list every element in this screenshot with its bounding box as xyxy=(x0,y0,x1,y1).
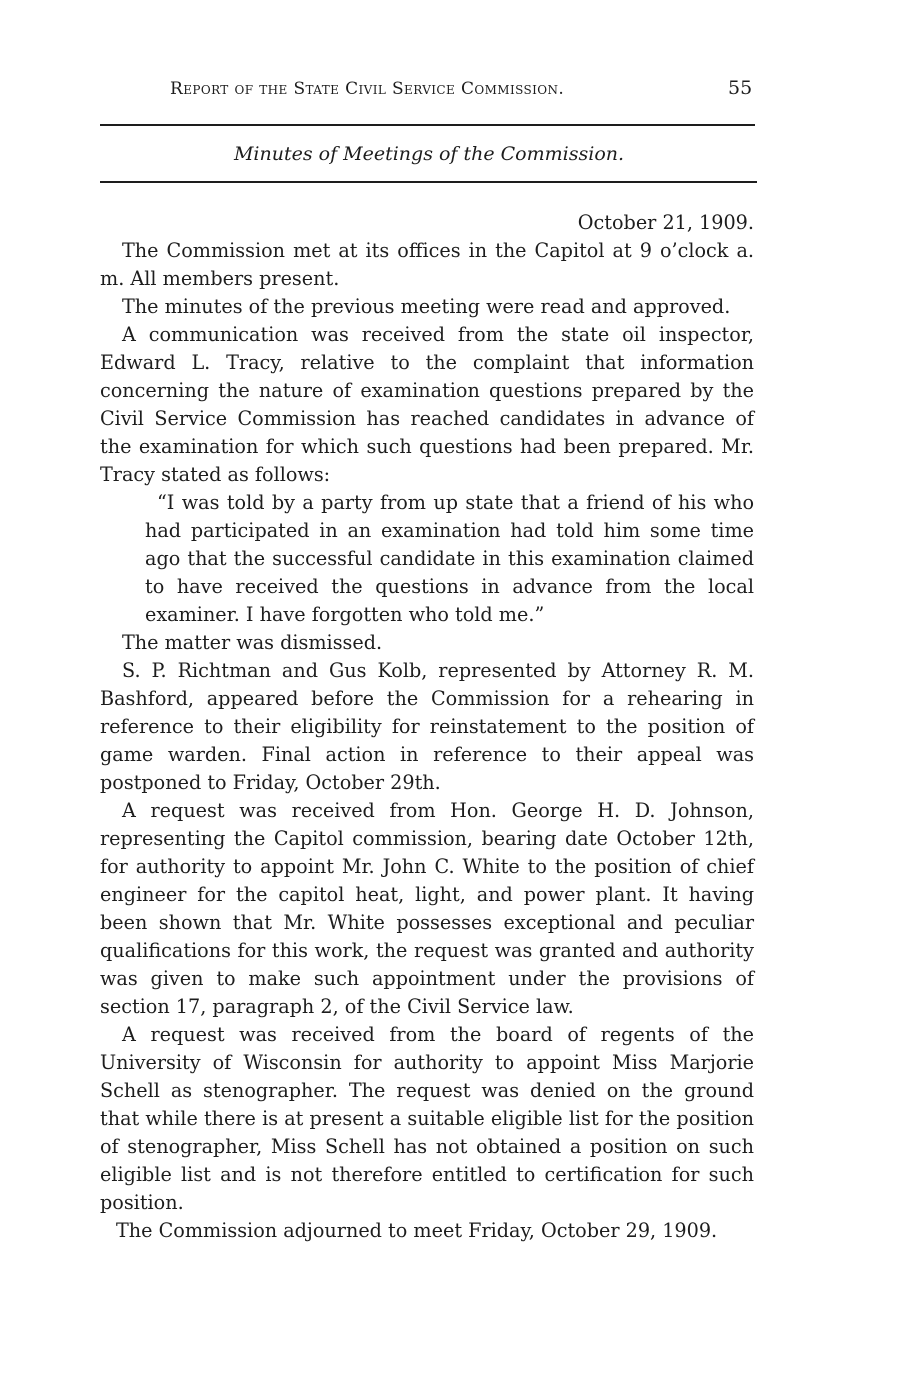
paragraph-richtman-kolb: S. P. Richtman and Gus Kolb, represented by Attorney R. M. Bashford, appeared before the Commission for a rehearing in reference to their eligibility for reinstatement to the position of game warden. Final action in reference to their appeal was postponed to Friday, October 29th. xyxy=(100,659,754,794)
running-head: Report of the State Civil Service Commission. xyxy=(170,79,565,99)
paragraph-regents-request: A request was received from the board of regents of the University of Wisconsin for authority to appoint Miss Marjorie Schell as stenographer. The request was denied on the ground that while there is at present a suitable eligible list for the position of stenographer, Miss Schell has not obtained a position on such eligible list and is not therefore entitled to certification for such position. xyxy=(100,1023,754,1214)
bottom-rule xyxy=(100,181,757,183)
paragraph-tracy-communication: A communication was received from the state oil inspector, Edward L. Tracy, relative to the complaint that information concerning the nature of examination questions prepared by the Civil Service Commission has reached candidates in advance of the examination for which such questions had been prepared. Mr. Tracy stated as follows: xyxy=(100,323,754,486)
paragraph-meeting-opened: The Commission met at its offices in the Capitol at 9 o’clock a. m. All members present. xyxy=(100,239,754,290)
paragraph-adjournment: The Commission adjourned to meet Friday, October 29, 1909. xyxy=(116,1219,718,1242)
meeting-date: October 21, 1909. xyxy=(577,211,754,234)
paragraph-johnson-request: A request was received from Hon. George H. D. Johnson, representing the Capitol commission, bearing date October 12th, for authority to appoint Mr. John C. White to the position of chief engineer for the capitol heat, light, and power plant. It having been shown that Mr. White possesses exceptional and peculiar qualifications for this work, the request was granted and authority was given to make such appointment under the provisions of section 17, paragraph 2, of the Civil Service law. xyxy=(100,799,754,1018)
tracy-quote: “I was told by a party from up state that a friend of his who had participated in an examination had told him some time ago that the successful candidate in this examination claimed to have received the questions in advance from the local examiner. I have forgotten who told me.” xyxy=(145,491,754,626)
paragraph-minutes-approved: The minutes of the previous meeting were read and approved. xyxy=(122,295,731,318)
paragraph-matter-dismissed: The matter was dismissed. xyxy=(122,631,383,654)
page-number: 55 xyxy=(728,77,753,99)
minutes-body xyxy=(100,209,754,1245)
top-rule xyxy=(100,124,755,126)
section-title: Minutes of Meetings of the Commission. xyxy=(233,143,625,165)
